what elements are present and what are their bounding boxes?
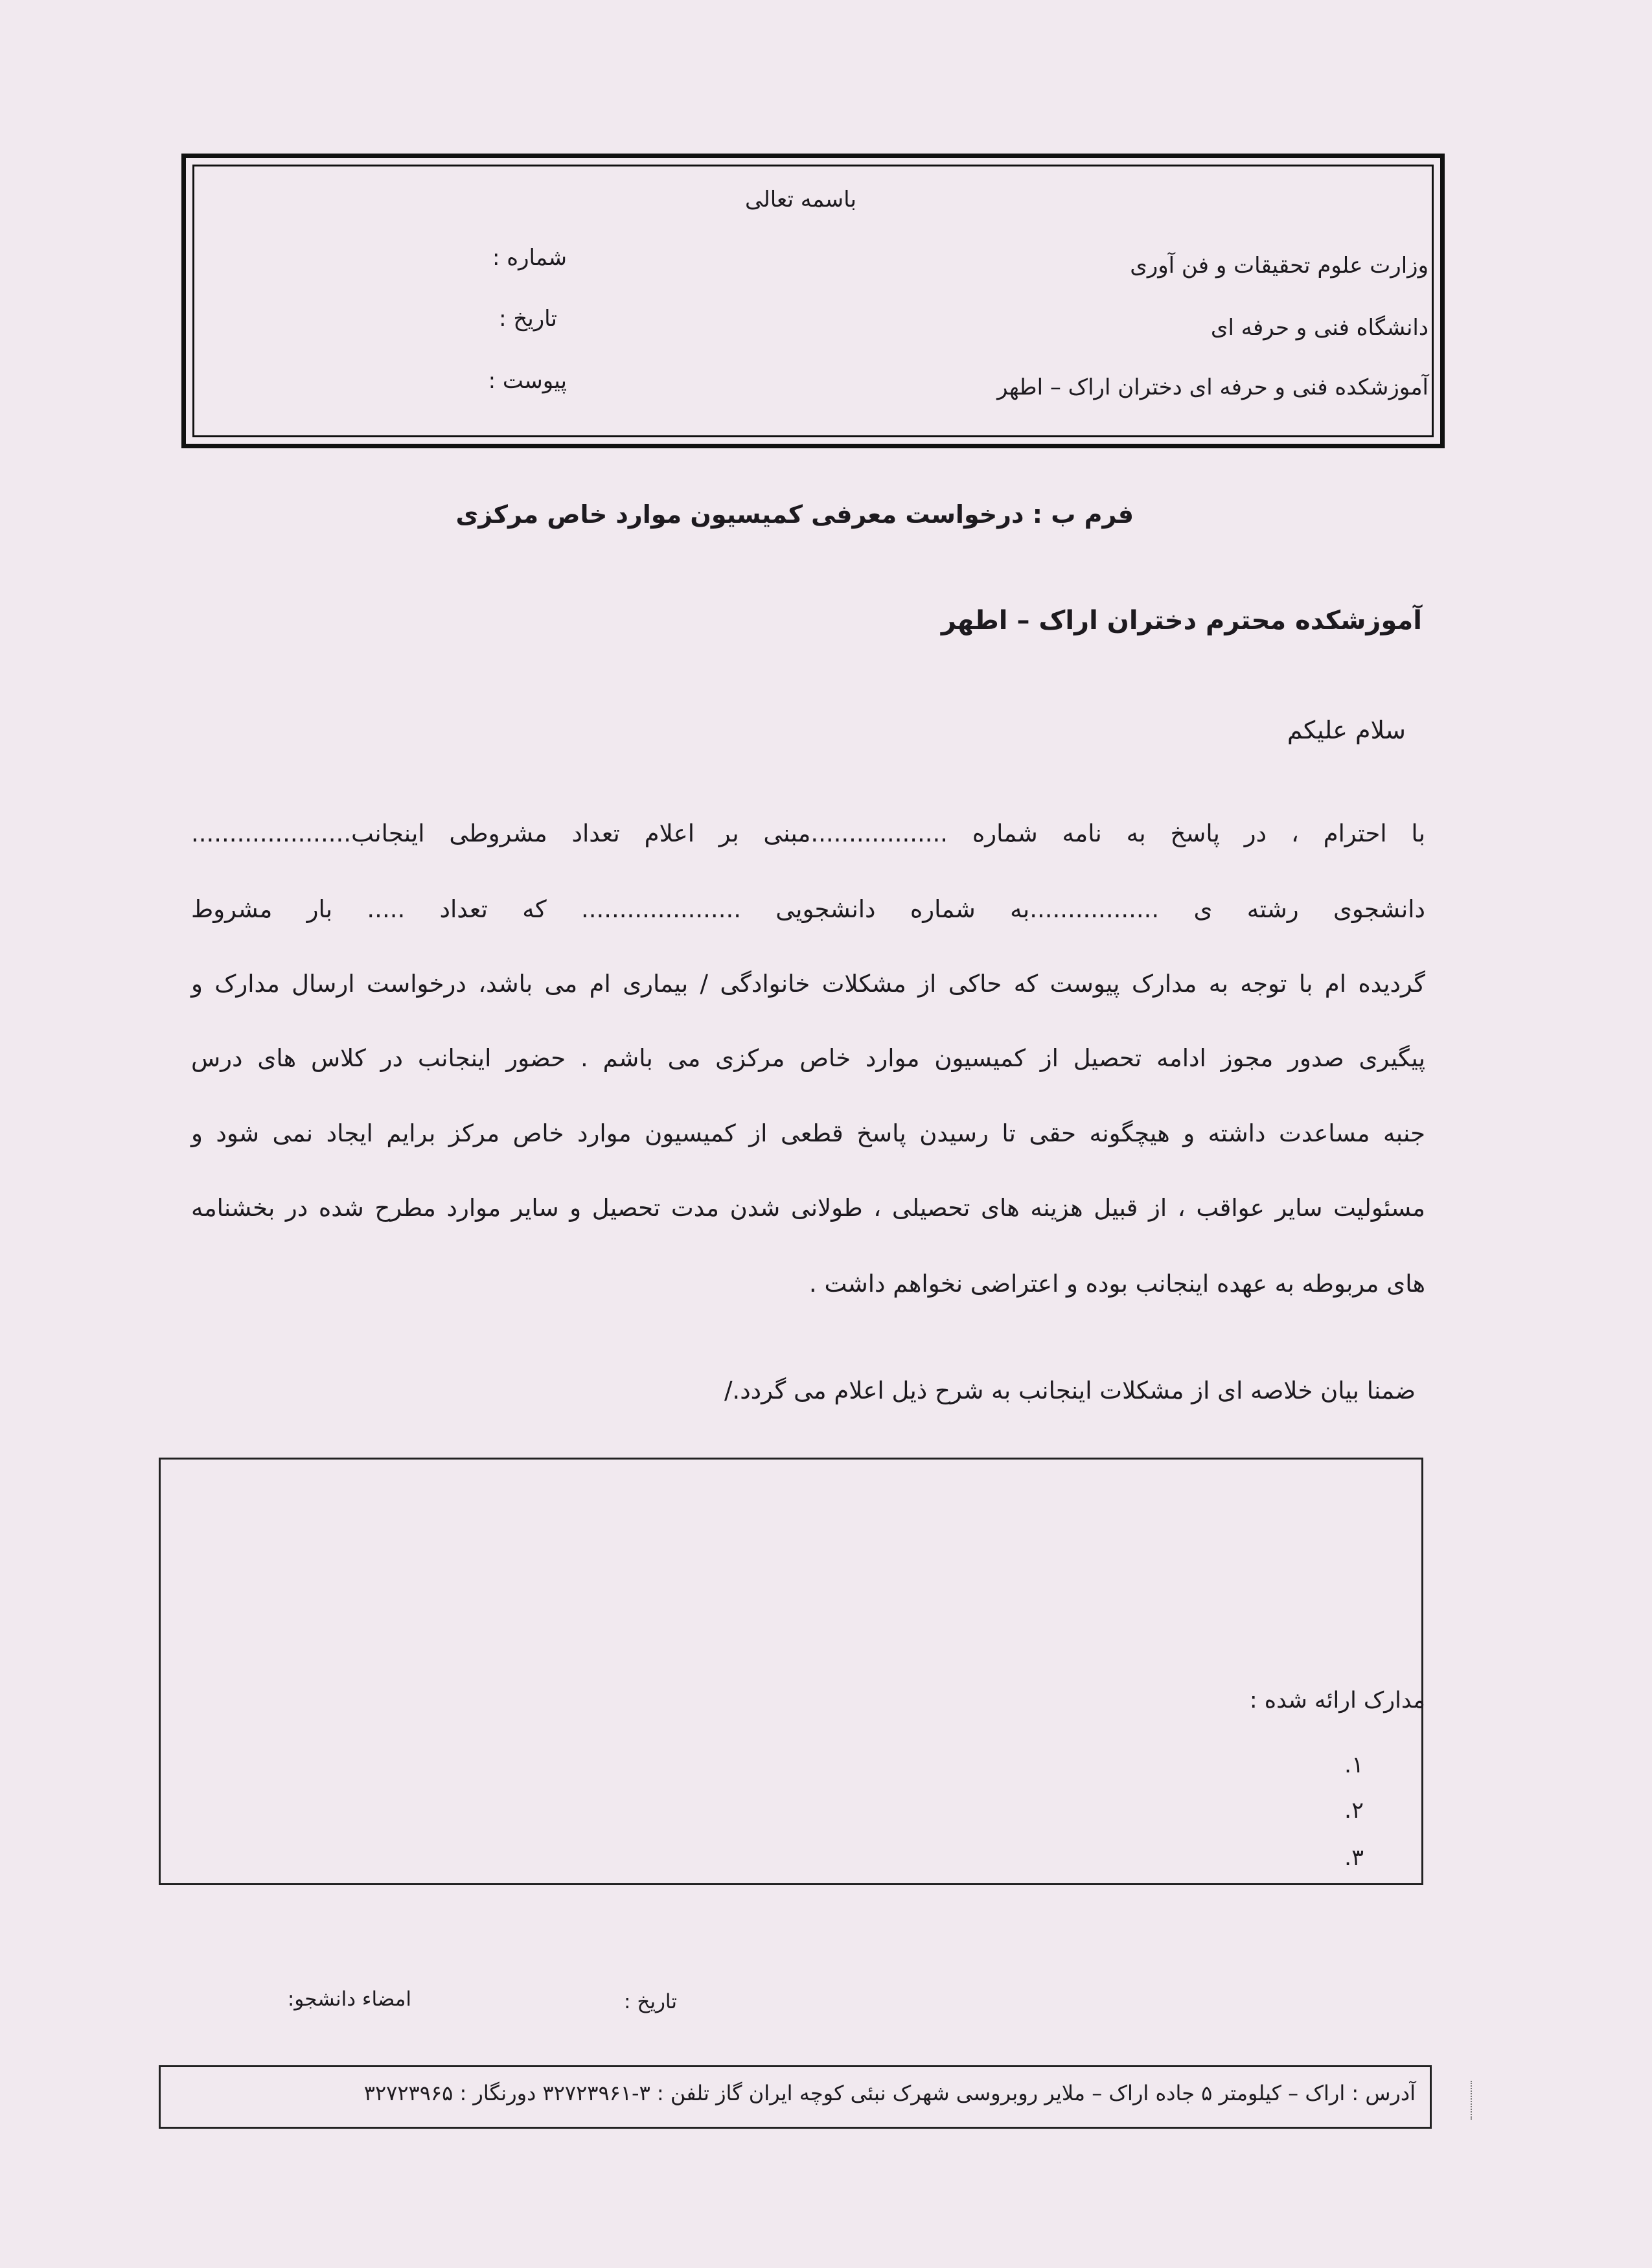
addressee: آموزشکده محترم دختران اراک – اطهر — [941, 606, 1422, 636]
body-line: مسئولیت سایر عواقب ، از قبیل هزینه های تحصیلی ، طولانی شدن مدت تحصیل و سایر موارد مطرح شده در بخشنامه — [191, 1194, 1425, 1222]
body-line: های مربوطه به عهده اینجانب بوده و اعتراضی نخواهم داشت . — [809, 1270, 1425, 1298]
header-university: دانشگاه فنی و حرفه ای — [1210, 315, 1428, 341]
header-invocation: باسمه تعالی — [745, 187, 856, 212]
body-line: گردیده ام با توجه به مدارک پیوست که حاکی از مشکلات خانوادگی / بیماری ام می باشد، درخواست ارسال مدارک و — [191, 970, 1425, 998]
header-number-label: شماره : — [492, 245, 567, 271]
body-line: پیگیری صدور مجوز ادامه تحصیل از کمیسیون موارد خاص مرکزی می باشم . حضور اینجانب در کلاس های درس — [191, 1044, 1425, 1072]
body-line: جنبه مساعدت داشته و هیچگونه حقی تا رسیدن پاسخ قطعی از کمیسیون موارد خاص مرکز برایم ایجاد نمی شود و — [191, 1119, 1425, 1147]
greeting: سلام علیکم — [1287, 716, 1406, 744]
summary-line: ضمنا بیان خلاصه ای از مشکلات اینجانب به شرح ذیل اعلام می گردد./ — [724, 1377, 1416, 1404]
body-line: دانشجوی رشته ی .................به شماره دانشجویی ..................... که تعداد ..... بار مشروط — [191, 895, 1425, 923]
documents-label: مدارک ارائه شده : — [1249, 1688, 1425, 1713]
scan-mark — [1471, 2081, 1491, 2120]
header-date-label: تاریخ : — [499, 306, 557, 332]
signature-date-label: تاریخ : — [624, 1990, 677, 2013]
header-faculty: آموزشکده فنی و حرفه ای دختران اراک – اطهر — [997, 374, 1428, 400]
body-line: با احترام ، در پاسخ به نامه شماره ..................مبنی بر اعلام تعداد مشروطی اینجانب..................... — [191, 819, 1425, 847]
header-ministry: وزارت علوم تحقیقات و فن آوری — [1130, 253, 1428, 279]
form-title: فرم ب : درخواست معرفی کمیسیون موارد خاص مرکزی — [455, 500, 1134, 529]
footer-address: آدرس : اراک – کیلومتر ۵ جاده اراک – ملایر روبروسی شهرک نبئی کوچه ایران گاز تلفن : ۳-۳۲۷۲۳۹۶۱ دورنگار : ۳۲۷۲۳۹۶۵ — [363, 2081, 1416, 2105]
problems-box — [159, 1458, 1423, 1885]
header-attachment-label: پیوست : — [488, 368, 567, 394]
document-item: ۱. — [1344, 1752, 1364, 1778]
document-item: ۲. — [1344, 1798, 1364, 1824]
document-item: ۳. — [1344, 1845, 1364, 1871]
student-signature-label: امضاء دانشجو: — [287, 1987, 411, 2011]
